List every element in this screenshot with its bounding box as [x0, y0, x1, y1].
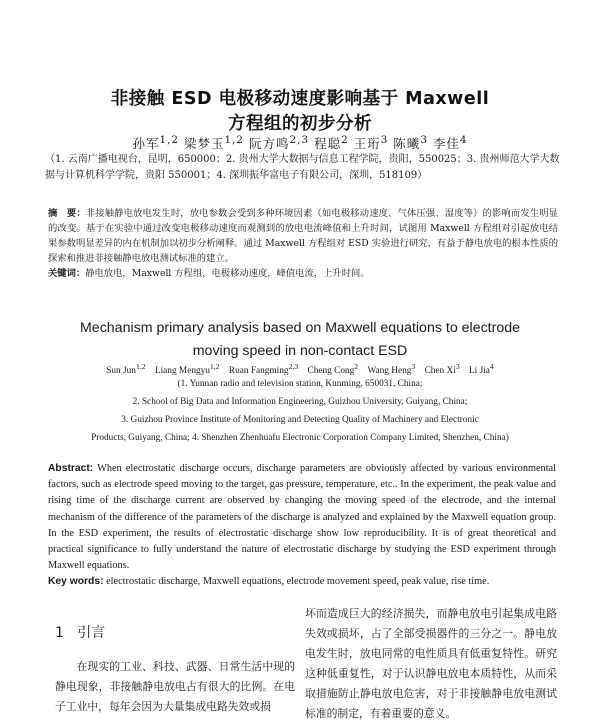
section-title: 引言 [77, 625, 106, 641]
keywords-cn-label: 关键词： [48, 268, 86, 279]
left-column-paragraph: 在现实的工业、科技、武器、日常生活中现的静电现象，非接触静电放电占有很大的比例。在电子工业中，每年会因为大量集成电路失效或损 [55, 660, 295, 713]
abstract-en-label: Abstract: [48, 463, 94, 474]
abstract-cn [48, 206, 558, 281]
paper-title-cn-line1: 非接触 ESD 电极移动速度影响基于 Maxwell [110, 89, 490, 109]
keywords-en-label: Key words: [48, 576, 104, 588]
affiliation-en-1: (1. Yunnan radio and television station, Kunming, 650031, China; [177, 379, 423, 389]
paper-title-cn-line2: 方程组的初步分析 [228, 114, 372, 134]
abstract-en [48, 461, 556, 591]
abstract-cn-label: 摘 要： [48, 208, 86, 219]
paper-title-en-line2: moving speed in non-contact ESD [192, 343, 408, 359]
right-column-paragraph: 坏而造成巨大的经济损失，而静电放电引起集成电路失效或损坏，占了全部受损器件的三分之一。静电放电发生时，放电同常的电性质具有低重复特性。研究这种低重复性，对于认识静电放电本质特性，从而采取措施防止静电放电危害，对于非接触静电放电测试标准的制定，有着重要的意义。 [305, 607, 557, 720]
affiliation-en-4: Products, Guiyang, China; 4. Shenzhen Zhenhuafu Electronic Corporation Company Limited, Shenzhen, China) [91, 433, 509, 443]
section-number: 1 [55, 625, 64, 641]
affiliations-cn: （1. 云南广播电视台，昆明，650000；2. 贵州大学大数据与信息工程学院，贵阳，550025；3. 贵州师范大学大数据与计算机科学学院，贵阳 550001；4. 深圳振华富电子有限公司，深圳，518109） [45, 154, 560, 181]
affiliation-en-3: 3. Guizhou Province Institute of Monitoring and Detecting Quality of Machinery and Electronic [121, 415, 479, 425]
affiliation-en-2: 2. School of Big Data and Information Engineering, Guizhou University, Guiyang, China; [132, 397, 468, 407]
authors-en: Sun Jun$^{1,2}$ Liang Mengyu$^{1,2}$ Ruan Fangming$^{2,3}$ Cheng Cong$^2$ Wang Heng$^3$ Chen Xi$^3$ Li Jia$^4$ [106, 362, 494, 377]
authors-cn: 孙军$^{1,2}$ 梁梦玉$^{1,2}$ 阮方鸣$^{2,3}$ 程聪$^2$ 王珩$^3$ 陈曦$^3$ 李佳$^4$ [132, 134, 468, 152]
keywords-en-text: electrostatic discharge, Maxwell equations, electrode movement speed, peak value, rise time. [106, 576, 490, 588]
keywords-cn-text: 静电放电，Maxwell 方程组，电极移动速度，峰值电流，上升时间。 [85, 268, 370, 279]
section-heading [55, 622, 105, 642]
abstract-en-text: When electrostatic discharge occurs, discharge parameters are obviously affected by various environmental factors, such as electrode speed moving to the target, gas pressure, temperature, etc.. In the experiment, the peak value and rising time of the discharge current are observed by changing the moving speed of the electrode, and the internal mechanism of the difference of the parameters of the discharge is analyzed and explained by the Maxwell equation group. In the ESD experiment, the results of electrostatic discharge show low reproducibility. It is of great theoretical and practical significance to fully understand the nature of electrostatic discharge by studying the ESD experiment through Maxwell equations. [48, 463, 556, 572]
abstract-cn-text: 非接触静电放电发生时，放电参数会受到多种环境因素（如电极移动速度、气体压强、湿度等）的影响而发生明显的改变。基于在实验中通过改变电极移动速度而观测到的放电电流峰值和上升时间，试图用 Maxwell 方程组对引起放电结果参数明显差异的内在机制加以初步分析阐释。通过 Maxwell 方程组对 ESD 实验进行研究，有益于静电放电的根本性质的探索和推进非接触静电放电测试标准的建立。 [48, 208, 558, 264]
paper-title-en-line1: Mechanism primary analysis based on Maxwell equations to electrode [79, 320, 521, 336]
